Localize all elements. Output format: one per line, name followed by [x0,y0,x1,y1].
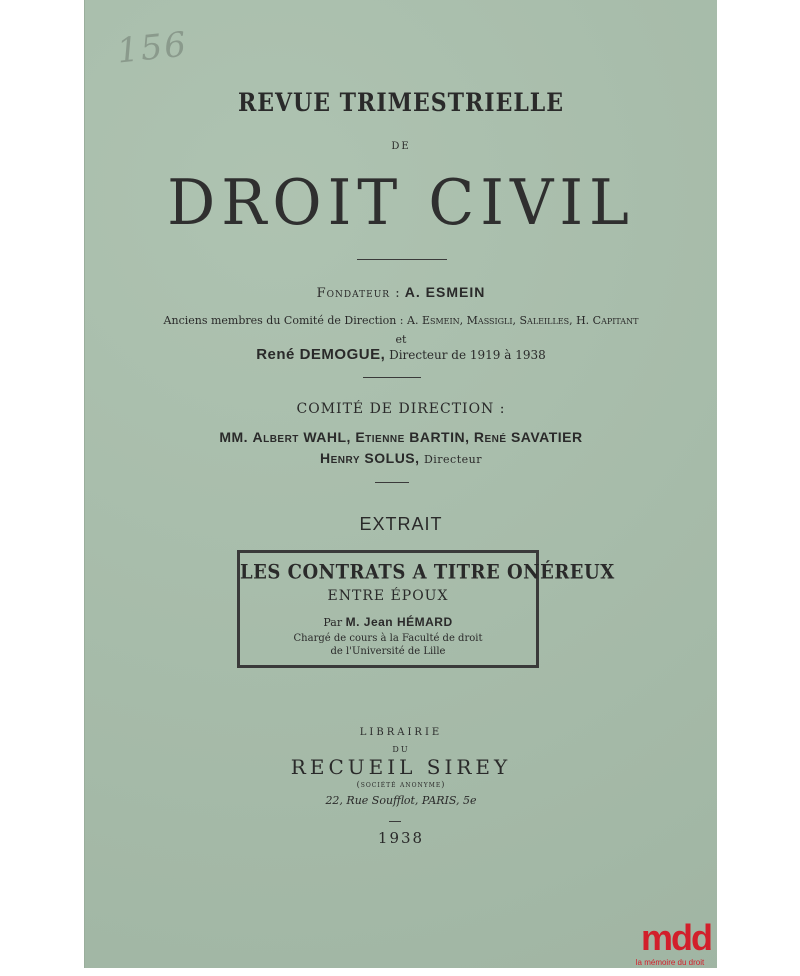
author-affiliation-2: de l'Université de Lille [330,646,446,657]
member-last-name: SOLUS, [364,450,420,466]
member-first-name: René [473,429,507,445]
former-members-names: A. Esmein, Massigli, Saleilles, H. Capitant [407,314,639,327]
publisher-librairie: LIBRAIRIE [359,727,443,738]
article-box [237,550,615,668]
founder-label: Fondateur : [316,286,401,301]
logo-tagline: la mémoire du droit [635,958,705,967]
handwritten-note: 156 [115,24,190,72]
article-subtitle: ENTRE ÉPOUX [327,588,449,604]
article-title: LES CONTRATS A TITRE ONÉREUX [240,560,615,585]
and-word: et [395,333,407,346]
member-first-name: Henry [320,450,361,466]
members-prefix: MM. [219,429,249,445]
former-members-label: Anciens membres du Comité de Direction : [163,314,404,327]
member-first-name: Etienne [355,429,405,445]
demogue-role: Directeur de 1919 à 1938 [389,348,546,362]
committee-members-line1 [85,429,717,445]
publisher-company-type: (société anonyme) [356,780,446,789]
publisher-name: RECUEIL SIREY [290,755,512,779]
member-last-name: WAHL, [303,429,351,445]
article-author: M. Jean HÉMARD [345,615,453,629]
author-by: Par [323,616,343,629]
author-affiliation-1: Chargé de cours à la Faculté de droit [293,633,483,644]
divider [389,821,401,822]
member-last-name: SAVATIER [510,429,583,445]
demogue-name: René DEMOGUE, [256,346,386,363]
logo-mark: mdd [641,917,711,958]
masthead-line1: REVUE TRIMESTRIELLE [237,88,565,118]
book-cover [84,0,717,968]
article-author-line [240,615,536,629]
mdd-logo [636,918,716,974]
divider [357,259,447,260]
founder-line [85,284,717,301]
committee-heading: COMITÉ DE DIRECTION : [296,401,506,417]
former-members-line [85,314,717,327]
founder-name: A. ESMEIN [404,284,486,300]
publication-year: 1938 [377,829,425,847]
publisher-du: DU [392,745,410,754]
journal-title: DROIT CIVIL [167,166,635,240]
extract-label: EXTRAIT [359,514,443,534]
member-role: Directeur [423,453,482,466]
divider [375,482,409,483]
masthead-line2: DE [391,141,411,152]
divider [363,377,421,378]
publisher-address: 22, Rue Soufflot, PARIS, 5e [325,794,477,807]
committee-members-line2 [85,450,717,466]
member-last-name: BARTIN, [409,429,470,445]
demogue-line [85,346,717,363]
member-first-name: Albert [252,429,299,445]
